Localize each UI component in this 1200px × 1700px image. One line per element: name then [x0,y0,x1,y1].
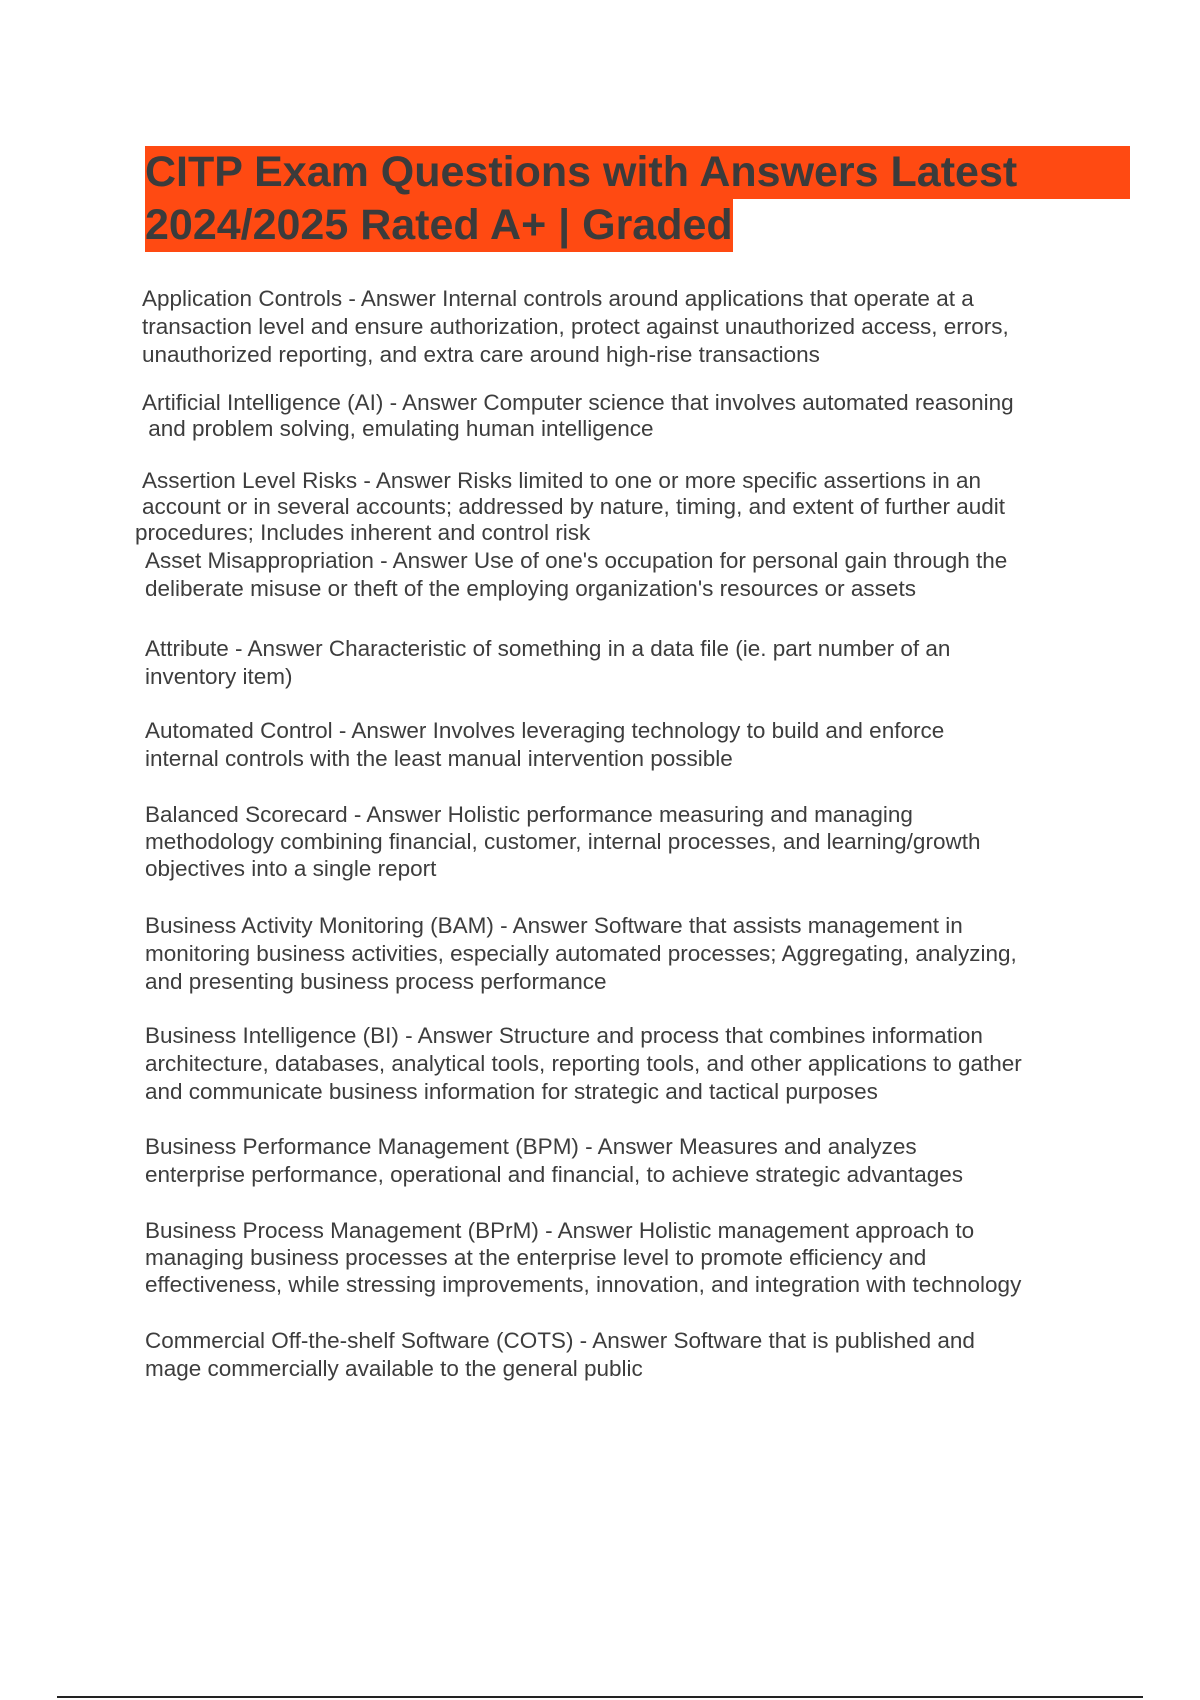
entry-balanced-scorecard [145,801,980,882]
entry-assertion-level-risks [135,468,1005,546]
entry-line: Business Performance Management (BPM) - Answer Measures and analyzes [145,1134,917,1159]
document-title [145,146,1130,252]
entry-artificial-intelligence [142,390,1014,442]
title-line-1: CITP Exam Questions with Answers Latest [145,146,1130,199]
entry-commercial-off-the-shelf [145,1327,975,1383]
entry-line: enterprise performance, operational and financial, to achieve strategic advantages [145,1162,963,1187]
entry-line: inventory item) [145,664,293,689]
entry-line: Business Activity Monitoring (BAM) - Answer Software that assists management in [145,913,963,938]
entry-line: Business Intelligence (BI) - Answer Structure and process that combines information [145,1023,983,1048]
entry-line: and problem solving, emulating human intelligence [142,416,654,441]
entry-line: unauthorized reporting, and extra care around high-rise transactions [142,342,820,367]
title-line-2: 2024/2025 Rated A+ | Graded [145,199,733,252]
entry-line: objectives into a single report [145,856,437,881]
entry-attribute [145,635,950,691]
entry-line: Business Process Management (BPrM) - Answer Holistic management approach to [145,1218,975,1243]
entry-line: monitoring business activities, especially automated processes; Aggregating, analyzing, [145,941,1017,966]
entry-line: Balanced Scorecard - Answer Holistic performance measuring and managing [145,802,913,827]
entry-line: Automated Control - Answer Involves leveraging technology to build and enforce [145,718,945,743]
entry-business-process-management [145,1217,1021,1298]
entry-line: managing business processes at the enterprise level to promote efficiency and [145,1245,927,1270]
entry-line: and communicate business information for strategic and tactical purposes [145,1079,878,1104]
entry-line: internal controls with the least manual intervention possible [145,746,733,771]
entry-line: deliberate misuse or theft of the employing organization's resources or assets [145,576,916,601]
entry-business-activity-monitoring [145,912,1017,996]
entry-line: effectiveness, while stressing improvements, innovation, and integration with technology [145,1272,1022,1297]
entry-asset-misappropriation [145,547,1007,603]
entry-business-performance-management [145,1133,963,1189]
entry-line: Application Controls - Answer Internal controls around applications that operate at a [142,286,974,311]
entry-business-intelligence [145,1022,1022,1106]
entry-line: Artificial Intelligence (AI) - Answer Computer science that involves automated reasoning [142,390,1014,415]
footer-divider [57,1696,1143,1698]
entry-automated-control [145,717,944,773]
entry-line: Commercial Off-the-shelf Software (COTS) - Answer Software that is published and [145,1328,975,1353]
entry-line: Asset Misappropriation - Answer Use of one's occupation for personal gain through the [145,548,1008,573]
entry-line: methodology combining financial, customer, internal processes, and learning/growth [145,829,981,854]
entry-line: and presenting business process performance [145,969,607,994]
entry-line: architecture, databases, analytical tools, reporting tools, and other applications to gather [145,1051,1022,1076]
entry-line: Assertion Level Risks - Answer Risks limited to one or more specific assertions in an [142,468,982,493]
entry-line: Attribute - Answer Characteristic of something in a data file (ie. part number of an [145,636,951,661]
entry-line: account or in several accounts; addressed by nature, timing, and extent of further audit [142,494,1005,519]
entry-line: transaction level and ensure authorization, protect against unauthorized access, errors, [142,314,1009,339]
entry-application-controls [142,285,1009,369]
entry-line: mage commercially available to the general public [145,1356,643,1381]
entry-line: procedures; Includes inherent and control risk [135,520,591,545]
